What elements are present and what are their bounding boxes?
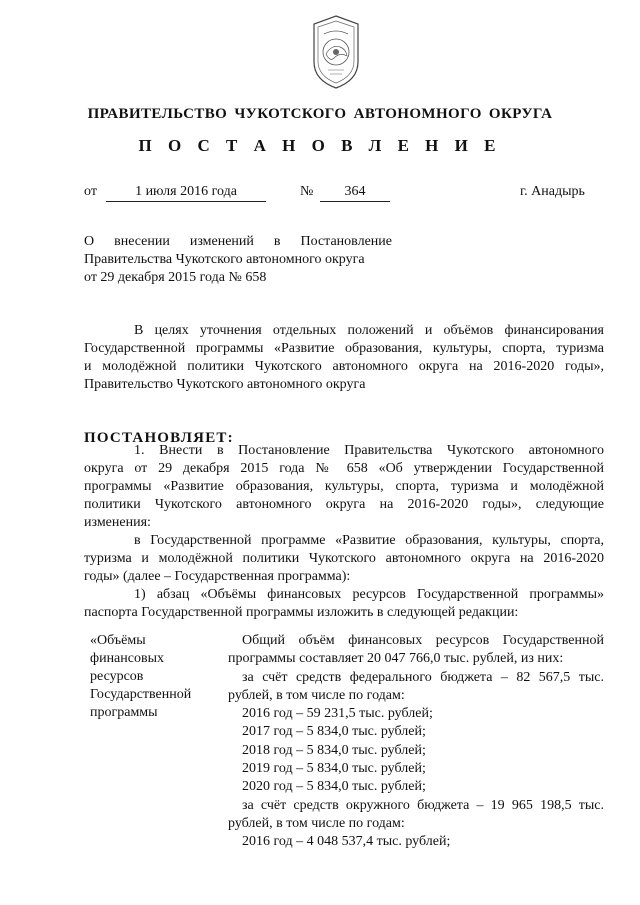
paragraph-line: 1) абзац «Объёмы финансовых ресурсов Государственной программы» [134, 587, 604, 602]
table-left-line: ресурсов [90, 669, 144, 684]
date-from-label: от [84, 184, 97, 199]
table-left-line: финансовых [90, 651, 164, 666]
subject-line: Правительства Чукотского автономного округа [84, 252, 365, 267]
table-left-line: программы [90, 705, 158, 720]
document-date: 1 июля 2016 года [106, 184, 266, 202]
paragraph-line: округа от 29 декабря 2015 года № 658 «Об утверждении Государственной [84, 461, 604, 476]
table-right-line: программы составляет 20 047 766,0 тыс. рублей, из них: [228, 651, 564, 667]
subject-line: О внесении изменений в Постановление [84, 234, 392, 249]
paragraph-line: политики Чукотского автономного округа на 2016-2020 годы», следующие [84, 497, 604, 512]
paragraph-line: Государственной программы «Развитие образования, культуры, спорта, туризма [84, 341, 604, 356]
table-right-line: за счёт средств федерального бюджета – 82 567,5 тыс. [242, 669, 604, 685]
number-label: № [300, 184, 314, 199]
table-right-line: 2019 год – 5 834,0 тыс. рублей; [242, 761, 426, 777]
paragraph-line: туризма и молодёжной политики Чукотского автономного округа на 2016-2020 [84, 551, 604, 566]
coat-of-arms-emblem [310, 14, 362, 90]
document-subject [84, 233, 392, 287]
table-right-line: 2018 год – 5 834,0 тыс. рублей; [242, 742, 426, 758]
paragraph-line: программы «Развитие образования, культуры, спорта, туризма и молодёжной [84, 479, 604, 494]
item-1-subparagraph [84, 532, 604, 586]
paragraph-line: Правительство Чукотского автономного округа [84, 377, 366, 392]
table-right-line: 2017 год – 5 834,0 тыс. рублей; [242, 724, 426, 740]
document-city: г. Анадырь [520, 184, 585, 199]
paragraph-line: паспорта Государственной программы изложить в следующей редакции: [84, 605, 519, 620]
document-type-title: П О С Т А Н О В Л Е Н И Е [138, 136, 502, 155]
organization-title: ПРАВИТЕЛЬСТВО ЧУКОТСКОГО АВТОНОМНОГО ОКРУГА [87, 106, 553, 122]
paragraph-line: В целях уточнения отдельных положений и объёмов финансирования [134, 323, 604, 338]
table-right-line: 2016 год – 59 231,5 тыс. рублей; [242, 706, 433, 722]
table-left-line: «Объёмы [90, 633, 146, 648]
item-1-point-1 [84, 586, 604, 622]
paragraph-line: изменения: [84, 515, 151, 530]
table-left-line: Государственной [90, 687, 192, 702]
table-right-line: 2020 год – 5 834,0 тыс. рублей; [242, 779, 426, 795]
resolve-heading: ПОСТАНОВЛЯЕТ: [84, 430, 234, 446]
paragraph-line: 1. Внести в Постановление Правительства Чукотского автономного [134, 443, 604, 458]
subject-line: от 29 декабря 2015 года № 658 [84, 270, 267, 285]
preamble-paragraph [84, 322, 604, 394]
item-1-paragraph [84, 442, 604, 532]
table-right-cell [228, 632, 604, 852]
table-right-line: за счёт средств окружного бюджета – 19 965 198,5 тыс. [242, 797, 604, 813]
table-right-line: рублей, в том числе по годам: [228, 815, 405, 831]
paragraph-line: годы» (далее – Государственная программа): [84, 569, 351, 584]
paragraph-line: и молодёжной политики Чукотского автономного округа на 2016-2020 годы», [84, 359, 604, 374]
document-number: 364 [320, 184, 390, 202]
table-right-line: Общий объём финансовых ресурсов Государственной [242, 633, 604, 648]
paragraph-line: в Государственной программе «Развитие образования, культуры, спорта, [134, 533, 604, 548]
table-right-line: 2016 год – 4 048 537,4 тыс. рублей; [242, 834, 451, 850]
table-right-line: рублей, в том числе по годам: [228, 687, 405, 703]
table-left-cell [90, 632, 220, 722]
